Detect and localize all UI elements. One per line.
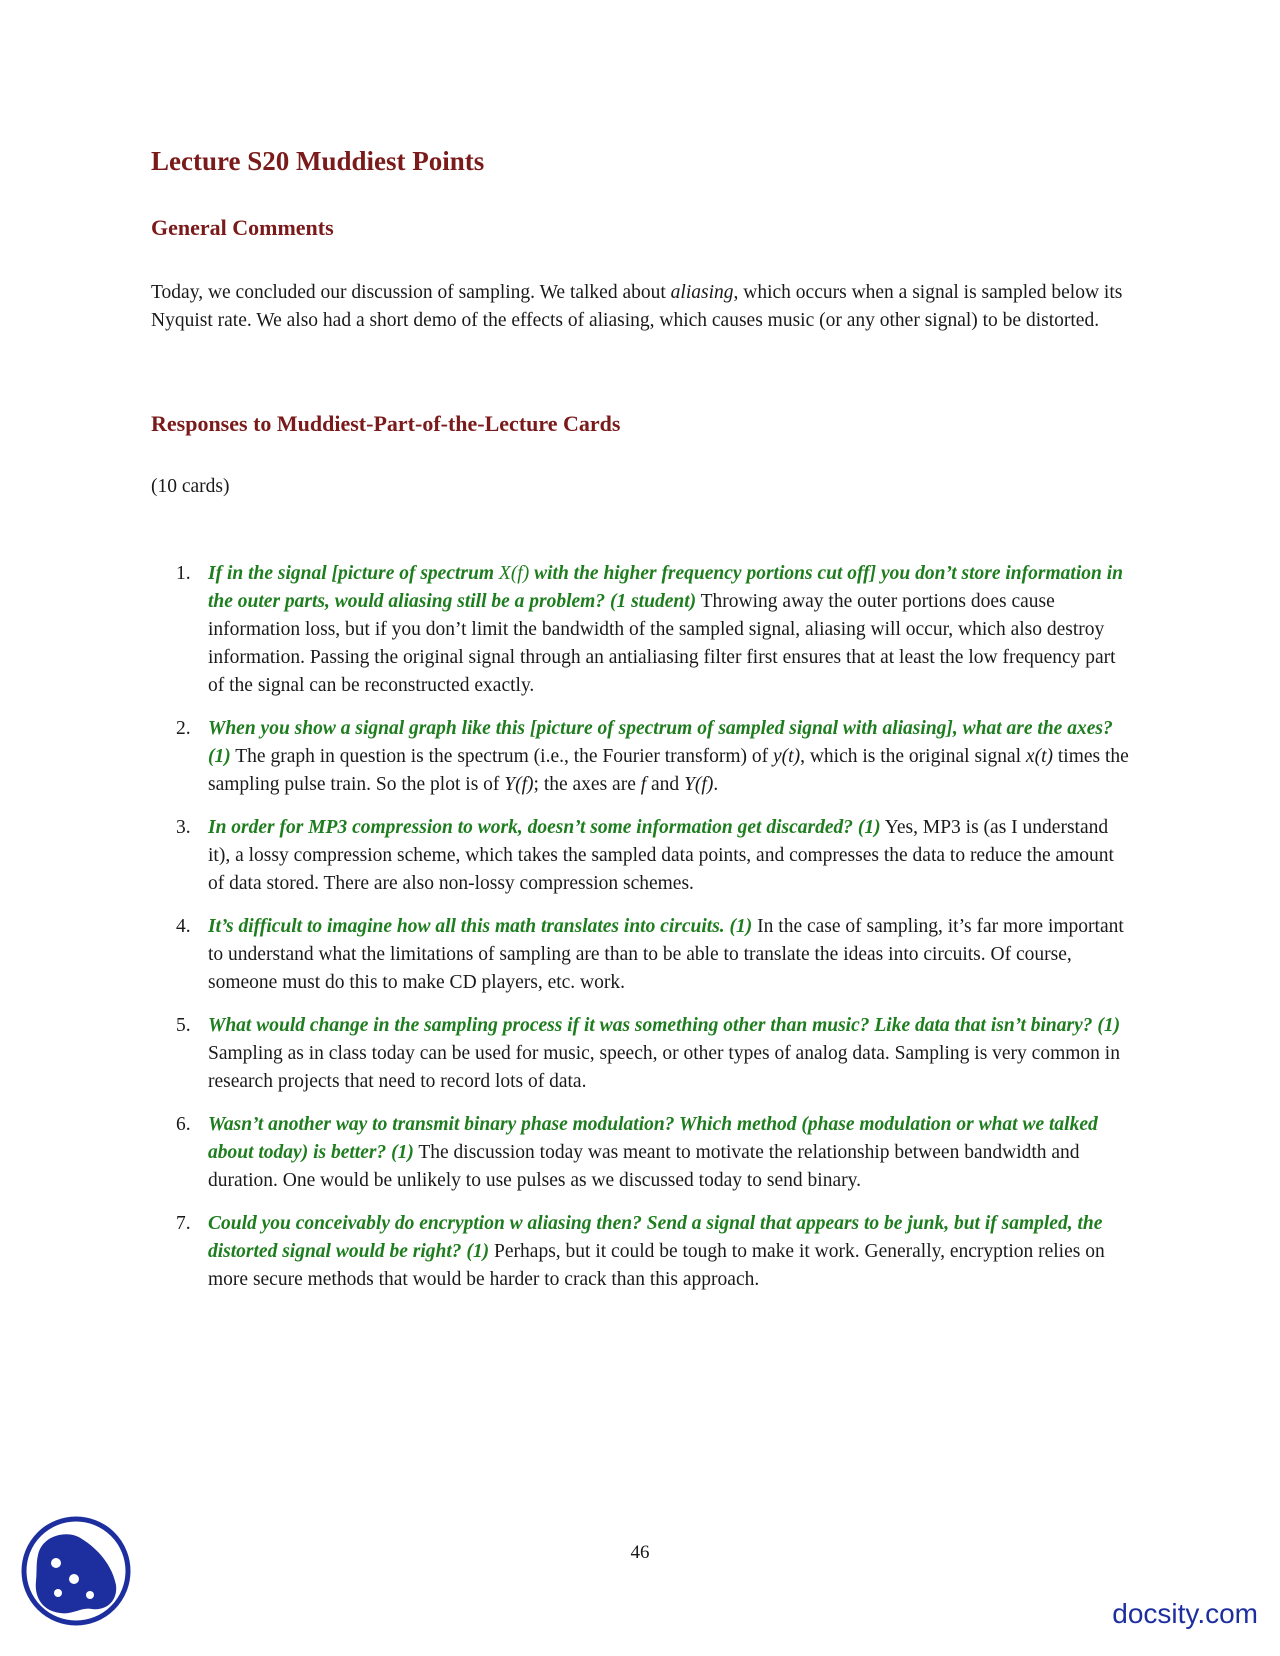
list-item: 3. In order for MP3 compression to work, doesn’t some information get discarded? (1) Yes, MP3 is (as I understand it), a lossy compression scheme, which takes the sampled data points, and compresses the data to reduce the amount of data stored. There are also non-lossy compression schemes.	[176, 817, 1114, 894]
page-number: 46	[630, 1542, 650, 1563]
answer-text: Yes, MP3 is (as I understand it), a lossy compression scheme, which takes the sampled data points, and compresses the data to reduce the amount of data stored. There are also non-lossy compression schemes.	[208, 817, 1114, 894]
page-title: Lecture S20 Muddiest Points	[151, 146, 485, 176]
general-comments-heading: General Comments	[151, 215, 334, 240]
list-item: 5. What would change in the sampling process if it was something other than music? Like data that isn’t binary? (1) Sampling as in class today can be used for music, speech, or other types of analog data. Sampling is very common in research projects that need to record lots of data.	[176, 1015, 1121, 1092]
docsity-logo-icon	[20, 1515, 132, 1627]
question-text: What would change in the sampling process if it was something other than music? Like data that isn’t binary? (1)	[208, 1015, 1121, 1036]
answer-text: The discussion today was meant to motivate the relationship between bandwidth and duration. One would be unlikely to use pulses as we discussed today to send binary.	[208, 1142, 1080, 1191]
answer-text: Perhaps, but it could be tough to make it work. Generally, encryption relies on more secure methods that would be harder to crack than this approach.	[208, 1241, 1105, 1290]
list-item: 1. If in the signal [picture of spectrum X(f) with the higher frequency portions cut off] you don’t store information in the outer parts, would aliasing still be a problem? (1 student) Throwing away the outer portions does cause information loss, but if you don’t limit the bandwidth of the sampled signal, aliasing will occur, which also destroy information. Passing the original signal through an antialiasing filter first ensures that at least the low frequency part of the signal can be reconstructed exactly.	[176, 563, 1123, 696]
answer-text: Throwing away the outer portions does cause information loss, but if you don’t limit the bandwidth of the sampled signal, aliasing will occur, which also destroy information. Passing the original signal through an antialiasing filter first ensures that at least the low frequency part of the signal can be reconstructed exactly.	[208, 591, 1116, 696]
question-text: Wasn’t another way to transmit binary phase modulation? Which method (phase modulation or what we talked about today) is better? (1)	[208, 1114, 1098, 1163]
answer-text: Sampling as in class today can be used for music, speech, or other types of analog data. Sampling is very common in research projects that need to record lots of data.	[208, 1043, 1120, 1092]
responses-heading: Responses to Muddiest-Part-of-the-Lecture Cards	[151, 411, 621, 436]
answer-text: In the case of sampling, it’s far more important to understand what the limitations of sampling are than to be able to translate the ideas into circuits. Of course, someone must do this to make CD players, etc. work.	[208, 916, 1124, 993]
list-item: 7. Could you conceivably do encryption w aliasing then? Send a signal that appears to be junk, but if sampled, the distorted signal would be right? (1) Perhaps, but it could be tough to make it work. Generally, encryption relies on more secure methods that would be harder to crack than this approach.	[176, 1213, 1105, 1290]
responses-list	[151, 560, 1131, 1294]
question-text: Could you conceivably do encryption w aliasing then? Send a signal that appears to be junk, but if sampled, the distorted signal would be right? (1)	[208, 1213, 1103, 1262]
question-text: In order for MP3 compression to work, doesn’t some information get discarded? (1)	[208, 817, 881, 838]
list-item: 4. It’s difficult to imagine how all this math translates into circuits. (1) In the case of sampling, it’s far more important to understand what the limitations of sampling are than to be able to translate the ideas into circuits. Of course, someone must do this to make CD players, etc. work.	[176, 916, 1124, 993]
list-item: 6. Wasn’t another way to transmit binary phase modulation? Which method (phase modulation or what we talked about today) is better? (1) The discussion today was meant to motivate the relationship between bandwidth and duration. One would be unlikely to use pulses as we discussed today to send binary.	[176, 1114, 1098, 1191]
question-text: When you show a signal graph like this [picture of spectrum of sampled signal with aliasing], what are the axes? (1)	[208, 718, 1113, 767]
general-comments-text: Today, we concluded our discussion of sampling. We talked about aliasing, which occurs when a signal is sampled below its Nyquist rate. We also had a short demo of the effects of aliasing, which causes music (or any other signal) to be distorted.	[151, 282, 1123, 331]
answer-text: The graph in question is the spectrum (i.e., the Fourier transform) of y(t), which is the original signal x(t) times the sampling pulse train. So the plot is of Y(f); the axes are f and Y(f).	[208, 746, 1129, 795]
docsity-watermark[interactable]: docsity.com	[1112, 1598, 1258, 1629]
list-item: 2. When you show a signal graph like this [picture of spectrum of sampled signal with aliasing], what are the axes? (1) The graph in question is the spectrum (i.e., the Fourier transform) of y(t), which is the original signal x(t) times the sampling pulse train. So the plot is of Y(f); the axes are f and Y(f).	[176, 718, 1129, 795]
question-text: If in the signal [picture of spectrum X(f) with the higher frequency portions cut off] you don’t store information in the outer parts, would aliasing still be a problem? (1 student)	[208, 563, 1123, 612]
question-text: It’s difficult to imagine how all this math translates into circuits. (1)	[208, 916, 753, 937]
cards-count: (10 cards)	[151, 476, 230, 497]
